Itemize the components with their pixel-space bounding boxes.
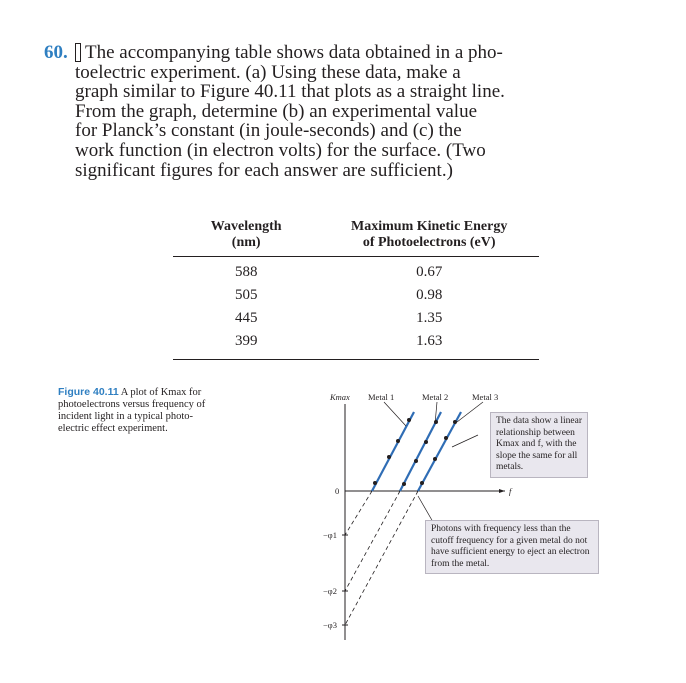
problem-text [44, 42, 590, 181]
figure-40-11 [300, 380, 600, 660]
label-metal-3: Metal 3 [472, 392, 499, 402]
data-point [387, 455, 391, 459]
origin-label: 0 [335, 486, 340, 496]
problem-line: significant figures for each answer are sufficient.) [75, 159, 453, 181]
y-axis-label: Kmax [330, 392, 350, 402]
problem-line: graph similar to Figure 40.11 that plots as a straight line. [75, 81, 505, 103]
callout-cutoff-frequency: Photons with frequency less than the cutoff frequency for a given metal do not have sufficient energy to eject an electron from the metal. [425, 520, 599, 574]
problem-line: From the graph, determine (b) an experimental value [75, 100, 478, 122]
data-point [424, 440, 428, 444]
problem-line: work function (in electron volts) for the surface. (Two [75, 139, 486, 161]
problem-line: 60. The accompanying table shows data obtained in a pho- [44, 42, 503, 63]
metal-1-leader [384, 402, 406, 426]
caption-label: Figure 40.11 [58, 386, 119, 398]
data-point [414, 459, 418, 463]
data-table [173, 215, 539, 360]
caption-text: A plot of Kmax for photoelectrons versus frequency of incident light in a typical photo-electric effect experiment. [58, 387, 206, 434]
problem-line: for Planck’s constant (in joule-seconds) and (c) the [75, 120, 462, 142]
metal-1-extrapolation [345, 491, 372, 535]
problem-line: toelectric experiment. (a) Using these data, make a [75, 61, 461, 83]
data-point [444, 436, 448, 440]
header-kinetic-energy: Maximum Kinetic Energy of Photoelectrons (eV) [319, 215, 539, 257]
data-point [453, 420, 457, 424]
table-row [173, 257, 539, 285]
energy-cell: 1.63 [416, 333, 443, 349]
metal-2-extrapolation [345, 491, 400, 591]
x-axis-arrow [499, 489, 505, 493]
intercept-phi3: −φ3 [323, 620, 337, 630]
intercept-phi1: −φ1 [323, 530, 337, 540]
problem-number: 60. [75, 43, 81, 62]
table-header-row [173, 215, 539, 257]
data-point [373, 481, 377, 485]
table-row [173, 284, 539, 307]
x-axis-label: f [509, 486, 512, 496]
data-point [396, 439, 400, 443]
wavelength-cell: 505 [234, 287, 258, 303]
callout-top-leader [452, 435, 478, 447]
table-row [173, 307, 539, 330]
label-metal-2: Metal 2 [422, 392, 449, 402]
energy-cell: 0.98 [416, 287, 443, 303]
data-point [433, 457, 437, 461]
callout-bottom-leader [418, 496, 433, 522]
energy-cell: 0.67 [416, 264, 443, 280]
figure-caption [58, 386, 218, 435]
label-metal-1: Metal 1 [368, 392, 395, 402]
data-point [407, 418, 411, 422]
wavelength-cell: 588 [234, 264, 258, 280]
data-point [402, 482, 406, 486]
metal-3-extrapolation [345, 491, 418, 625]
header-wavelength: Wavelength (nm) [173, 215, 319, 257]
callout-linear-relationship: The data show a linear relationship between Kmax and f, with the slope the same for all metals. [490, 412, 588, 478]
data-point [434, 420, 438, 424]
table-row [173, 330, 539, 360]
intercept-phi2: −φ2 [323, 586, 337, 596]
wavelength-cell: 399 [234, 333, 258, 349]
energy-cell: 1.35 [416, 310, 443, 326]
data-point [420, 481, 424, 485]
wavelength-cell: 445 [234, 310, 258, 326]
metal-1-line [372, 412, 414, 491]
